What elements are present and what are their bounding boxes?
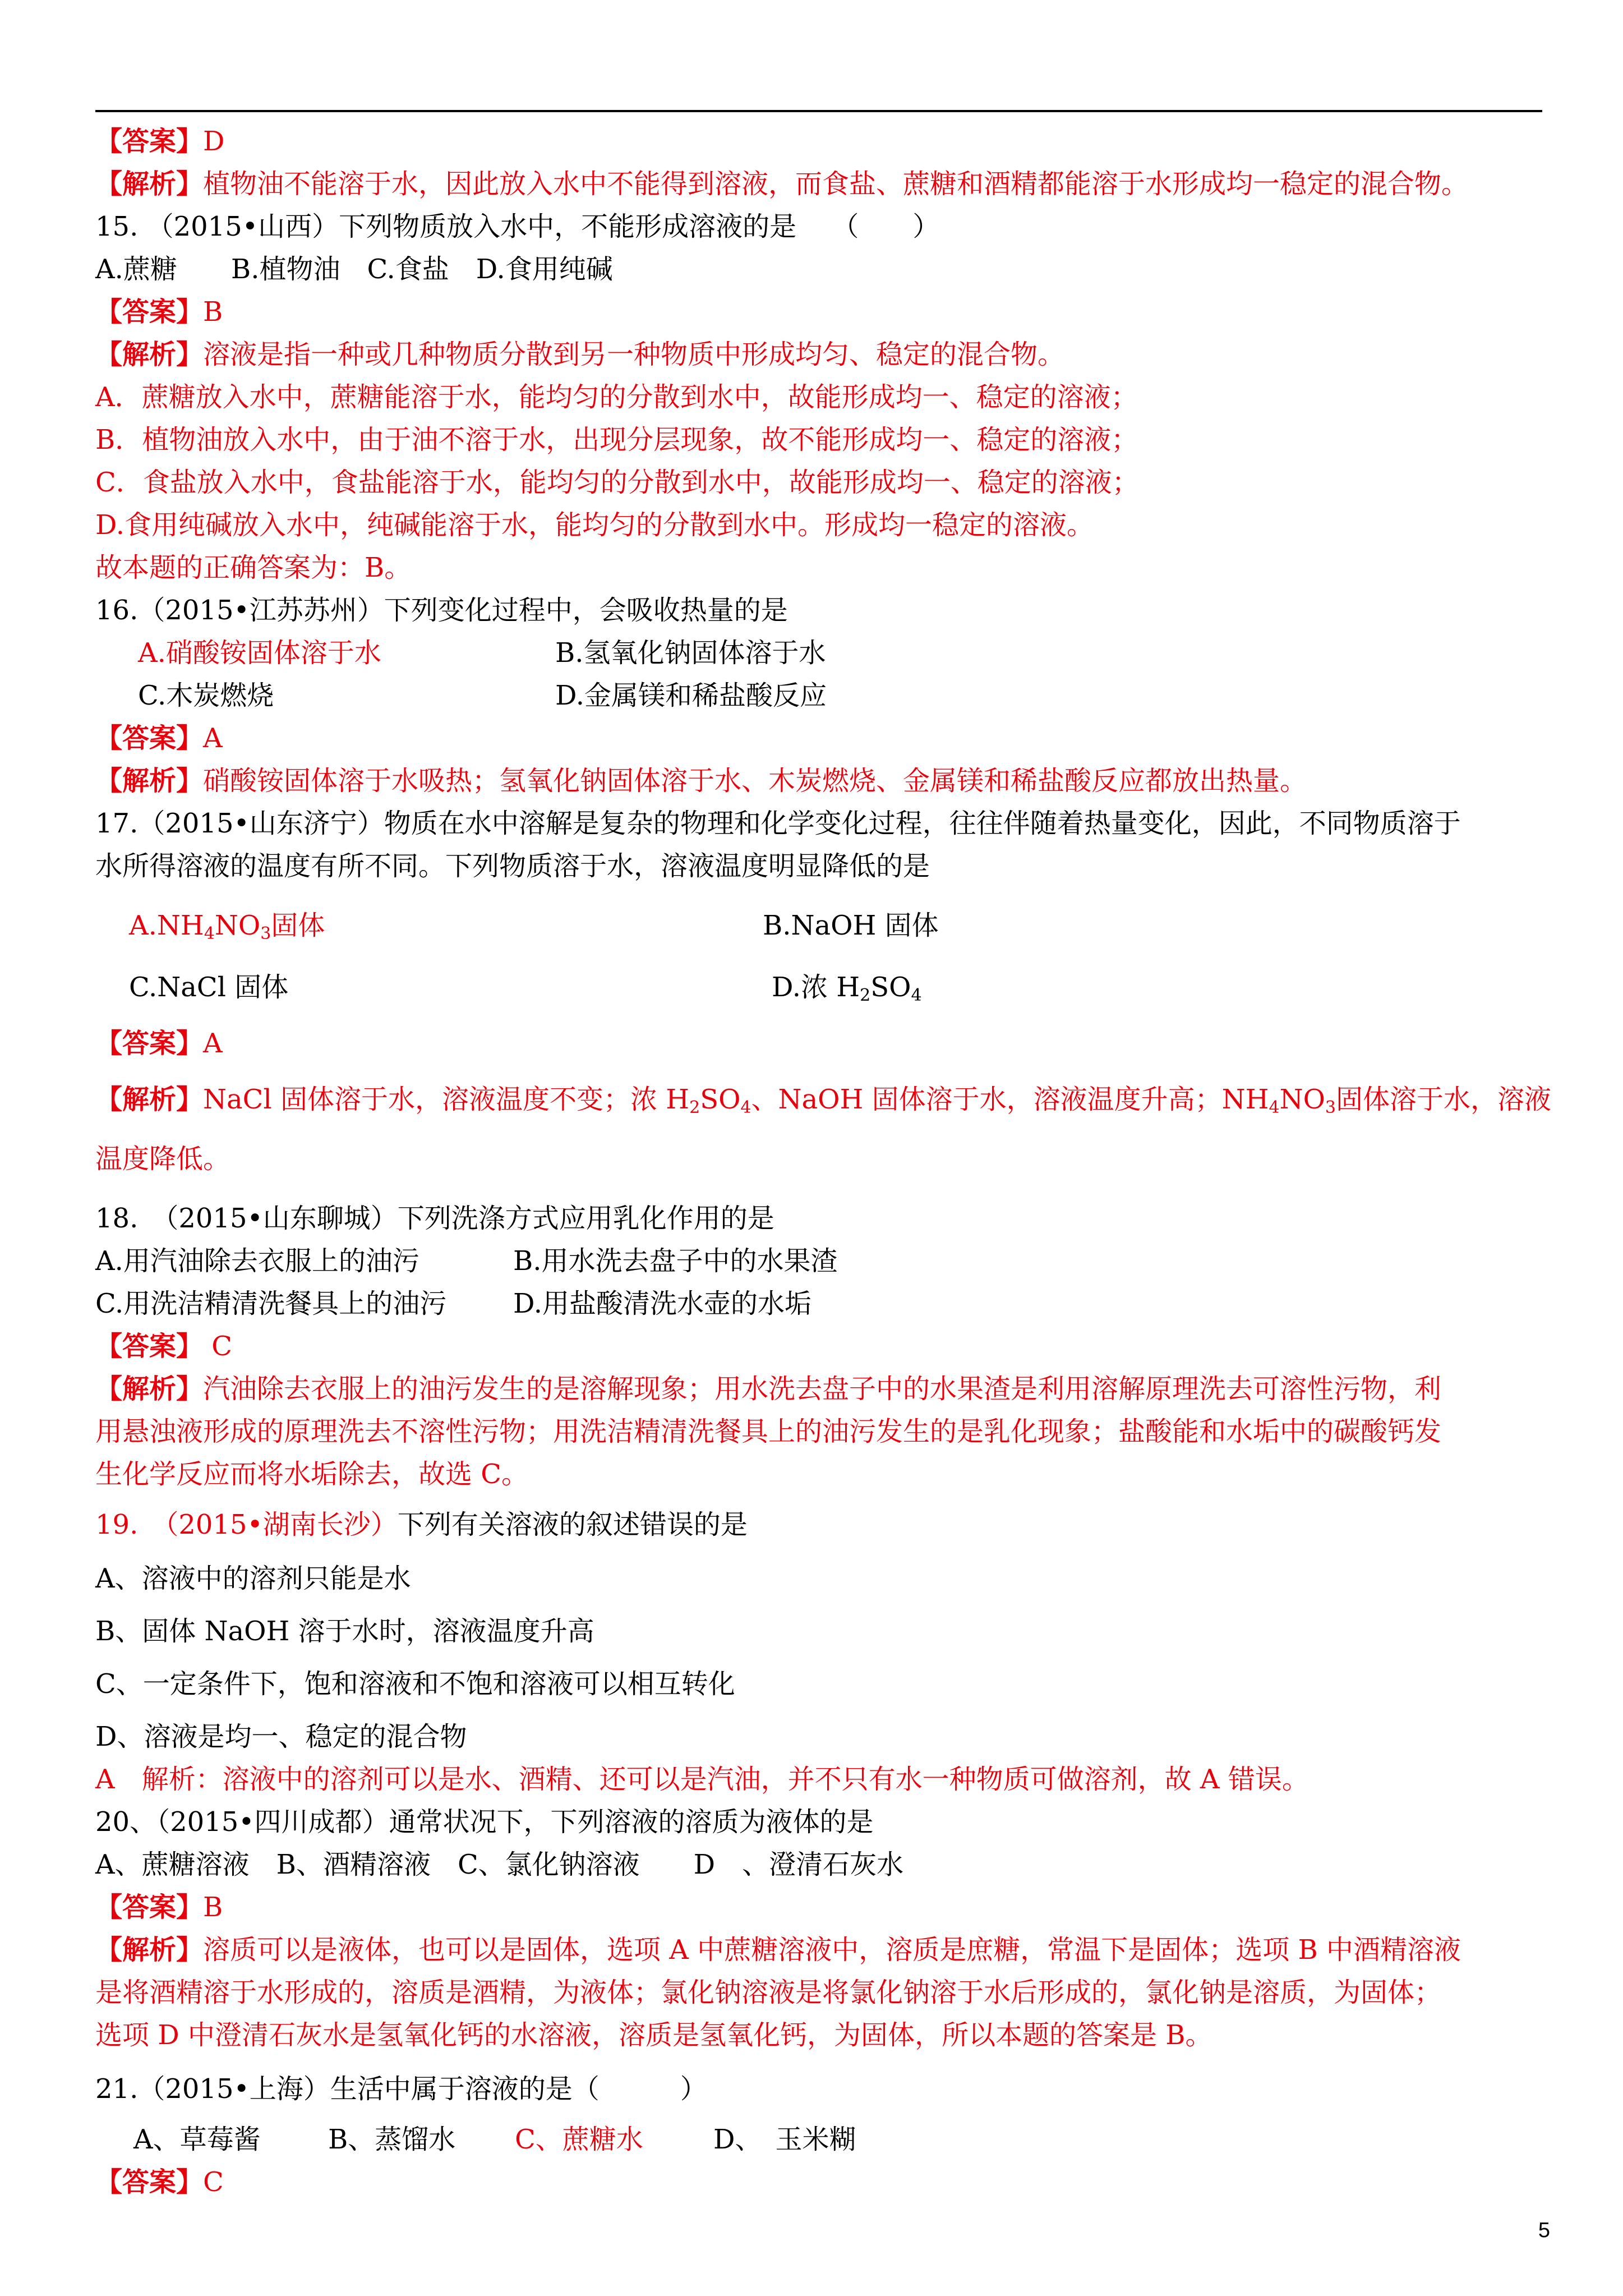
question-20-explanation-3: 选项 D 中澄清石灰水是氢氧化钙的水溶液，溶质是氢氧化钙，为固体，所以本题的答案是 B。 [95, 2019, 1212, 2051]
question-17-stem-1: 17.（2015•山东济宁）物质在水中溶解是复杂的物理和化学变化过程，往往伴随着热量变化，因此，不同物质溶于 [95, 808, 1461, 839]
question-20-answer: 【答案】B [95, 1892, 223, 1923]
question-15-explanation: 【解析】溶液是指一种或几种物质分散到另一种物质中形成均匀、稳定的混合物。 [95, 339, 1065, 370]
question-15-options: A.蔗糖 B.植物油 C.食盐 D.食用纯碱 [95, 254, 613, 285]
question-17-stem-2: 水所得溶液的温度有所不同。下列物质溶于水，溶液温度明显降低的是 [95, 850, 930, 882]
question-18-explanation-3: 生化学反应而将水垢除去，故选 C。 [95, 1458, 528, 1490]
question-15-explanation-a: A．蔗糖放入水中，蔗糖能溶于水，能均匀的分散到水中，故能形成均一、稳定的溶液； [95, 381, 1138, 413]
question-15-explanation-c: C．食盐放入水中，食盐能溶于水，能均匀的分散到水中，故能形成均一、稳定的溶液； [95, 467, 1139, 498]
question-21-answer: 【答案】C [95, 2166, 224, 2198]
question-21-option-d: D、 玉米糊 [713, 2124, 856, 2155]
question-17-explanation: 【解析】NaCl 固体溶于水，溶液温度不变；浓 $H_2SO_4$、NaOH 固体溶于水，溶液温度升高；$NH_4NO_3$固体溶于水，溶液 [95, 1084, 1552, 1117]
question-15-stem: 15. （2015•山西）下列物质放入水中，不能形成溶液的是 （ ） [95, 211, 940, 242]
question-17-explanation-cont: 温度降低。 [95, 1143, 230, 1175]
question-20-options: A、蔗糖溶液 B、酒精溶液 C、氯化钠溶液 D 、澄清石灰水 [95, 1849, 904, 1880]
explanation-line: 【解析】植物油不能溶于水，因此放入水中不能得到溶液，而食盐、蔗糖和酒精都能溶于水形成均一稳定的混合物。 [95, 168, 1469, 200]
question-16-option-b: B.氢氧化钠固体溶于水 [555, 637, 826, 669]
question-18-option-b: B.用水洗去盘子中的水果渣 [513, 1245, 838, 1277]
question-17-option-a: $A.NH_4NO_3$固体 [129, 910, 325, 944]
question-18-explanation-2: 用悬浊液形成的原理洗去不溶性污物；用洗洁精清洗餐具上的油污发生的是乳化现象；盐酸能和水垢中的碳酸钙发 [95, 1416, 1442, 1447]
question-15-explanation-d: D.食用纯碱放入水中，纯碱能溶于水，能均匀的分散到水中。形成均一稳定的溶液。 [95, 509, 1094, 541]
question-19-option-d: D、溶液是均一、稳定的混合物 [95, 1721, 467, 1752]
question-21-option-a: A、草莓酱 [133, 2124, 261, 2155]
question-17-option-b: B.NaOH 固体 [763, 910, 939, 941]
question-18-answer: 【答案】 C [95, 1331, 232, 1362]
question-16-option-d: D.金属镁和稀盐酸反应 [555, 680, 827, 711]
question-21-option-c: C、蔗糖水 [515, 2124, 643, 2155]
question-21-option-b: B、蒸馏水 [328, 2124, 456, 2155]
answer-line: 【答案】D [95, 126, 225, 157]
question-18-option-d: D.用盐酸清洗水壶的水垢 [513, 1288, 812, 1319]
question-18-explanation: 【解析】汽油除去衣服上的油污发生的是溶解现象；用水洗去盘子中的水果渣是利用溶解原理洗去可溶性污物，利 [95, 1373, 1442, 1405]
question-16-stem: 16.（2015•江苏苏州）下列变化过程中，会吸收热量的是 [95, 595, 788, 626]
question-18-stem: 18. （2015•山东聊城）下列洗涤方式应用乳化作用的是 [95, 1203, 774, 1234]
question-19-answer-explanation: A 解析：溶液中的溶剂可以是水、酒精、还可以是汽油，并不只有水一种物质可做溶剂，故 A 错误。 [95, 1764, 1309, 1795]
question-19-option-c: C、一定条件下，饱和溶液和不饱和溶液可以相互转化 [95, 1668, 735, 1700]
question-15-answer: 【答案】B [95, 296, 223, 328]
question-20-stem: 20、（2015•四川成都）通常状况下，下列溶液的溶质为液体的是 [95, 1806, 874, 1838]
question-19-option-b: B、固体 NaOH 溶于水时，溶液温度升高 [95, 1616, 594, 1647]
question-20-explanation: 【解析】溶质可以是液体，也可以是固体，选项 A 中蔗糖溶液中，溶质是庶糖，常温下是固体；选项 B 中酒精溶液 [95, 1934, 1461, 1966]
page-content [95, 0, 1552, 2296]
question-16-option-c: C.木炭燃烧 [138, 680, 274, 711]
question-18-option-a: A.用汽油除去衣服上的油污 [95, 1245, 419, 1277]
page-number: 5 [1538, 2219, 1550, 2242]
question-17-option-c: C.NaCl 固体 [129, 972, 289, 1003]
question-16-option-a: A.硝酸铵固体溶于水 [138, 637, 381, 669]
question-19-stem: 19. （2015•湖南长沙）下列有关溶液的叙述错误的是 [95, 1509, 748, 1540]
question-16-answer: 【答案】A [95, 723, 223, 754]
question-15-explanation-b: B．植物油放入水中，由于油不溶于水，出现分层现象，故不能形成均一、稳定的溶液； [95, 424, 1138, 455]
question-18-option-c: C.用洗洁精清洗餐具上的油污 [95, 1288, 447, 1319]
question-20-explanation-2: 是将酒精溶于水形成的，溶质是酒精，为液体；氯化钠溶液是将氯化钠溶于水后形成的，氯化钠是溶质，为固体； [95, 1977, 1442, 2008]
question-17-option-d: D.浓 $H_2SO_4$ [772, 972, 922, 1005]
question-16-explanation: 【解析】硝酸铵固体溶于水吸热；氢氧化钠固体溶于水、木炭燃烧、金属镁和稀盐酸反应都放出热量。 [95, 765, 1307, 797]
question-17-answer: 【答案】A [95, 1028, 223, 1059]
question-15-conclusion: 故本题的正确答案为：B。 [95, 552, 412, 583]
question-19-option-a: A、溶液中的溶剂只能是水 [95, 1563, 411, 1594]
question-21-stem: 21.（2015•上海）生活中属于溶液的是（ ） [95, 2073, 707, 2105]
